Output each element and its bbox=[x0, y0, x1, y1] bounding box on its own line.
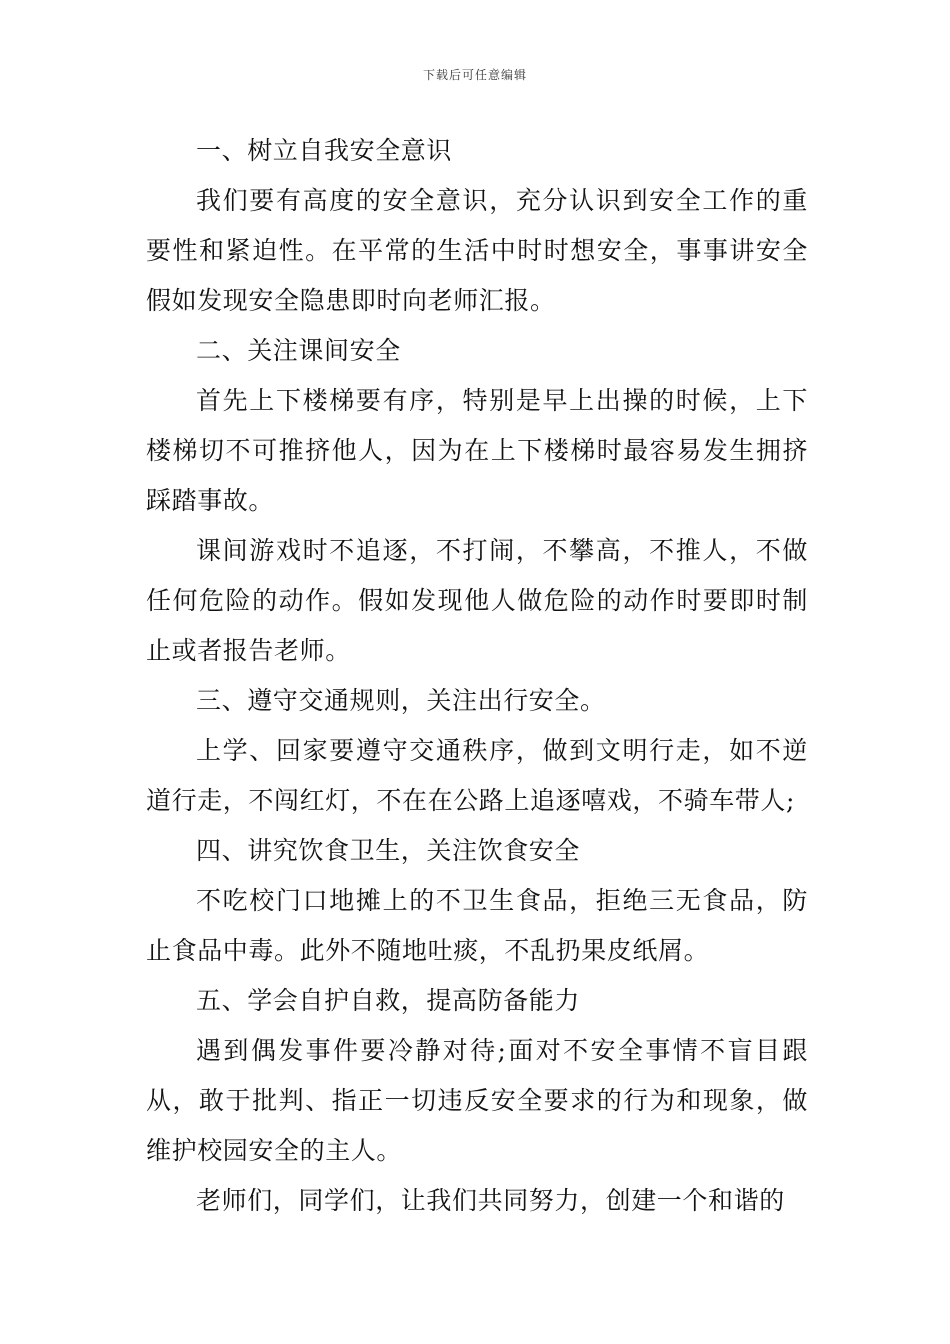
paragraph: 我们要有高度的安全意识，充分认识到安全工作的重要性和紧迫性。在平常的生活中时时想安全，事事讲安全假如发现安全隐患即时向老师汇报。 bbox=[146, 186, 808, 315]
paragraph: 老师们，同学们，让我们共同努力，创建一个和谐的 bbox=[196, 1186, 785, 1215]
heading-2: 二、关注课间安全 bbox=[196, 336, 401, 365]
paragraph: 遇到偶发事件要冷静对待;面对不安全事情不盲目跟从，敢于批判、指正一切违反安全要求的行为和现象，做维护校园安全的主人。 bbox=[146, 1036, 808, 1165]
paragraph: 不吃校门口地摊上的不卫生食品，拒绝三无食品，防止食品中毒。此外不随地吐痰，不乱扔果皮纸屑。 bbox=[146, 886, 808, 965]
heading-5: 五、学会自护自救，提高防备能力 bbox=[196, 986, 581, 1015]
page-header-note: 下载后可任意编辑 bbox=[422, 68, 527, 82]
paragraph: 首先上下楼梯要有序，特别是早上出操的时候，上下楼梯切不可推挤他人，因为在上下楼梯时最容易发生拥挤踩踏事故。 bbox=[146, 386, 808, 515]
heading-1: 一、树立自我安全意识 bbox=[196, 136, 453, 165]
document-body bbox=[146, 126, 808, 1226]
paragraph: 课间游戏时不追逐，不打闹，不攀高，不推人，不做任何危险的动作。假如发现他人做危险的动作时要即时制止或者报告老师。 bbox=[146, 536, 808, 665]
heading-4: 四、讲究饮食卫生，关注饮食安全 bbox=[196, 836, 581, 865]
heading-3: 三、遵守交通规则，关注出行安全。 bbox=[196, 686, 606, 715]
paragraph: 上学、回家要遵守交通秩序，做到文明行走，如不逆道行走，不闯红灯，不在在公路上追逐嘻戏，不骑车带人; bbox=[146, 736, 808, 815]
